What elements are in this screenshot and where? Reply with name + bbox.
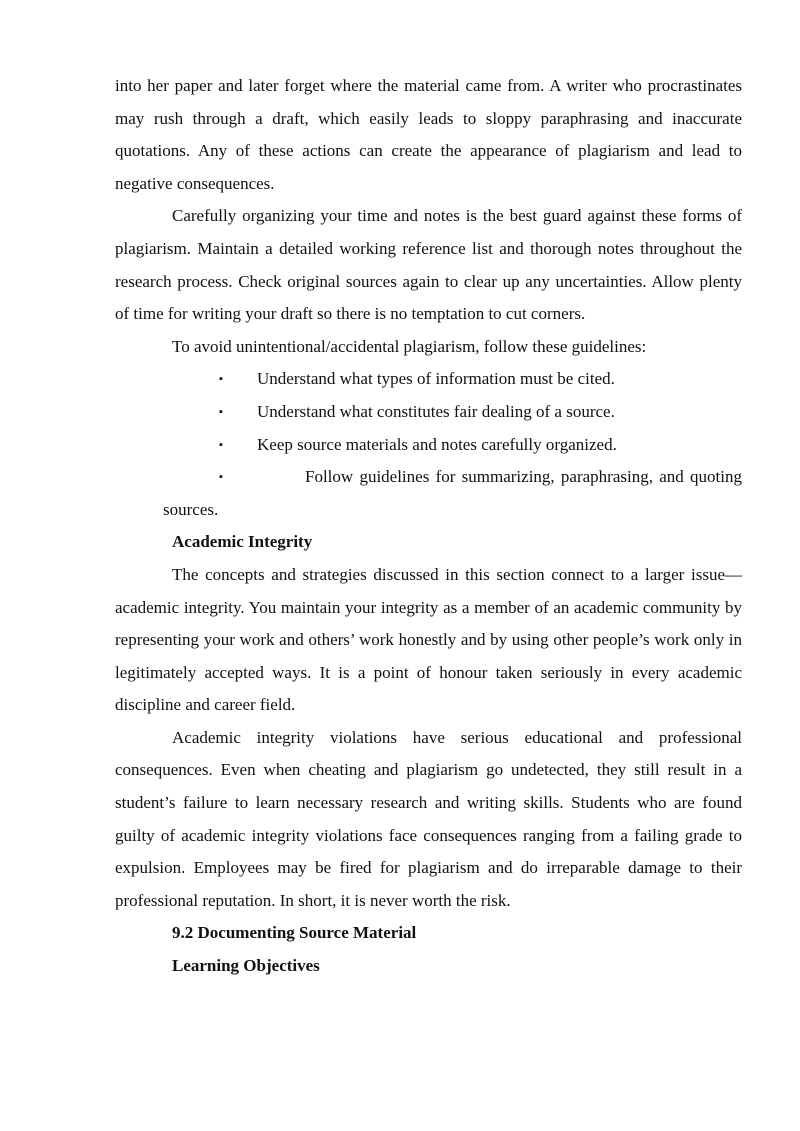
list-item bbox=[163, 461, 742, 526]
guidelines-list bbox=[115, 363, 742, 526]
heading-section-9-2: 9.2 Documenting Source Material bbox=[172, 923, 417, 943]
paragraph-integrity-concepts: The concepts and strategies discussed in this section connect to a larger issue—academic integrity. You maintain your integrity as a member of an academic community by representing your work and others’ work honestly and by using other people’s work only in legitimately accepted ways. It is a point of honour taken seriously in every academic discipline and career field. bbox=[115, 564, 742, 715]
bullet-icon: ▪ bbox=[219, 471, 223, 484]
bullet-icon: ▪ bbox=[219, 405, 223, 418]
heading-academic-integrity: Academic Integrity bbox=[172, 532, 313, 552]
paragraph-organizing-advice: Carefully organizing your time and notes is the best guard against these forms of plagiarism. Maintain a detailed working reference list and thorough notes throughout the research process. Check original sources again to clear up any uncertainties. Allow plenty of time for writing your draft so there is no temptation to cut corners. bbox=[115, 206, 742, 324]
list-item bbox=[115, 429, 742, 462]
document-page bbox=[115, 70, 742, 983]
bullet-icon: ▪ bbox=[219, 438, 223, 451]
paragraph-guidelines-intro: To avoid unintentional/accidental plagiarism, follow these guidelines: bbox=[172, 336, 647, 356]
bullet-icon: ▪ bbox=[219, 373, 223, 386]
list-item-text: Understand what types of information must be cited. bbox=[257, 369, 615, 389]
list-item-text: Understand what constitutes fair dealing of a source. bbox=[257, 401, 615, 421]
heading-learning-objectives: Learning Objectives bbox=[172, 956, 320, 976]
list-item-text: Keep source materials and notes carefully organized. bbox=[257, 434, 617, 454]
paragraph-integrity-consequences: Academic integrity violations have serious educational and professional consequences. Even when cheating and plagiarism go undetected, they still result in a student’s failure to learn necessary research and writing skills. Students who are found guilty of academic integrity violations face consequences ranging from a failing grade to expulsion. Employees may be fired for plagiarism and do irreparable damage to their professional reputation. In short, it is never worth the risk. bbox=[115, 727, 742, 910]
list-item bbox=[115, 396, 742, 429]
paragraph-plagiarism-causes: into her paper and later forget where the material came from. A writer who procrastinates may rush through a draft, which easily leads to sloppy paraphrasing and inaccurate quotations. Any of these actions can create the appearance of plagiarism and lead to negative consequences. bbox=[115, 76, 742, 193]
list-item-text: Follow guidelines for summarizing, paraphrasing, and quoting sources. bbox=[163, 467, 742, 519]
list-item bbox=[115, 363, 742, 396]
